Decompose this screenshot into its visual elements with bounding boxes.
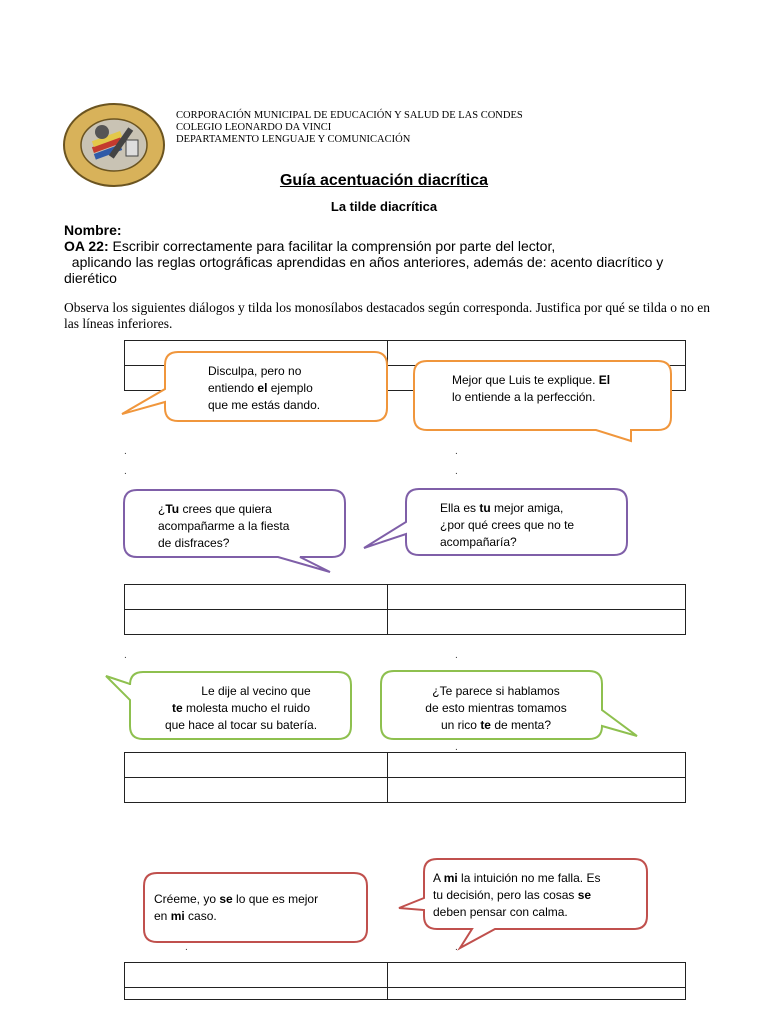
instructions: Observa los siguientes diálogos y tilda los monosílabos destacados según corresponda. Justifica por qué se tilda o no en las líneas inferiores.	[64, 300, 711, 331]
dot-mark: .	[124, 650, 127, 661]
dialog-4-text: Ella es tu mejor amiga, ¿por qué crees que no te acompañaría?	[440, 501, 575, 549]
dialog-8-text: A mi la intuición no me falla. Es tu decisión, pero las cosas se deben pensar con calma.	[433, 871, 601, 919]
dialog-3-text: ¿Tu crees que quiera acompañarme a la fiesta de disfraces?	[158, 502, 290, 550]
header-line-3: DEPARTAMENTO LENGUAJE Y COMUNICACIÓN	[176, 134, 411, 145]
oa-line-2: aplicando las reglas ortográficas aprendidas en años anteriores, además de: acento diacrítico y	[64, 254, 664, 270]
dialog-1-text: Disculpa, pero no entiendo el ejemplo que me estás dando.	[208, 364, 321, 412]
page-title: Guía acentuación diacrítica	[279, 172, 489, 189]
dot-mark: .	[455, 942, 458, 953]
dot-mark: .	[455, 650, 458, 661]
header-line-1: CORPORACIÓN MUNICIPAL DE EDUCACIÓN Y SALUD DE LAS CONDES	[176, 110, 523, 121]
oa-line-1: Escribir correctamente para facilitar la comprensión por parte del lector,	[108, 238, 556, 254]
dialog-6-text: ¿Te parece si hablamos de esto mientras tomamos un rico te de menta?	[425, 684, 567, 732]
header-line-2: COLEGIO LEONARDO DA VINCI	[176, 122, 332, 133]
dot-mark: .	[124, 446, 127, 457]
dot-mark: .	[185, 942, 188, 953]
page-subtitle: La tilde diacrítica	[330, 199, 438, 214]
dot-mark: .	[455, 466, 458, 477]
oa-line-3: dierético	[64, 270, 117, 286]
oa-code: OA 22:	[64, 238, 109, 254]
dot-mark: .	[455, 446, 458, 457]
dot-mark: .	[455, 742, 458, 753]
dialog-2-text: Mejor que Luis te explique. El lo entiende a la perfección.	[452, 373, 611, 404]
dialog-5-text: Le dije al vecino que te molesta mucho el ruido que hace al tocar su batería.	[164, 684, 318, 732]
name-label: Nombre:	[64, 222, 122, 238]
dialog-7-text: Créeme, yo se lo que es mejor en mi caso.	[154, 892, 319, 923]
dot-mark: .	[124, 466, 127, 477]
